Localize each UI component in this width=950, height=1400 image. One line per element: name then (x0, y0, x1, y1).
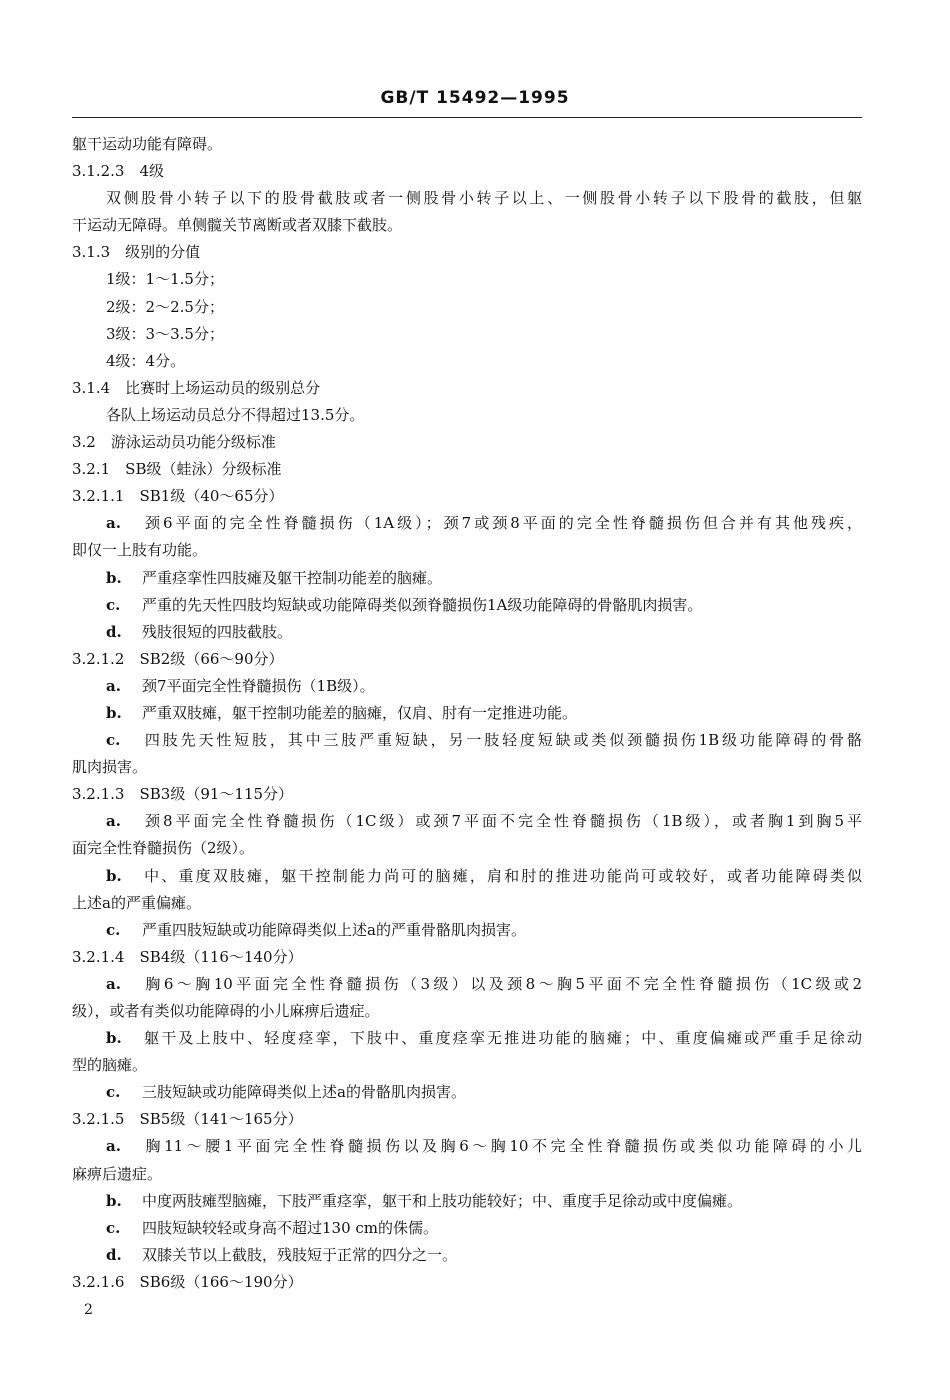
text-line (72, 700, 862, 727)
text-line (72, 266, 862, 293)
text-line (72, 1269, 862, 1296)
line-text: 型的脑瘫。 (72, 1056, 148, 1075)
text-line (72, 781, 862, 808)
line-text: 3.2.1.3 SB3级（91～115分） (72, 785, 294, 804)
text-line (72, 537, 862, 564)
item-label: d. (106, 622, 122, 641)
item-label: b. (106, 568, 122, 587)
text-line (72, 917, 862, 944)
text-line (72, 185, 862, 212)
text-line (72, 294, 862, 321)
line-text: 残肢很短的四肢截肢。 (142, 622, 293, 641)
text-line (72, 1025, 862, 1052)
line-text: 麻痹后遗症。 (72, 1164, 163, 1183)
line-text: 严重双肢瘫，躯干控制功能差的脑瘫，仅肩、肘有一定推进功能。 (142, 703, 578, 722)
line-text: 四肢短缺较轻或身高不超过130 cm的侏儒。 (142, 1218, 439, 1237)
item-label: a. (106, 676, 121, 695)
text-line (72, 1052, 862, 1079)
line-text: 双膝关节以上截肢，残肢短于正常的四分之一。 (142, 1245, 458, 1264)
line-text: 3.2.1.5 SB5级（141～165分） (72, 1110, 303, 1129)
text-line (72, 863, 862, 890)
line-text: 上述a的严重偏瘫。 (72, 893, 201, 912)
line-text: 躯干运动功能有障碍。 (72, 135, 223, 153)
line-text: 即仅一上肢有功能。 (72, 541, 208, 560)
text-line (72, 510, 862, 537)
line-text: 严重痉挛性四肢瘫及躯干控制功能差的脑瘫。 (142, 568, 443, 587)
line-text: 干运动无障碍。单侧髋关节离断或者双膝下截肢。 (72, 216, 403, 235)
item-label: c. (106, 920, 121, 939)
line-text: 2级：2～2.5分； (106, 297, 224, 316)
line-text: 颈6平面的完全性脊髓损伤（1A级）；颈7或颈8平面的完全性脊髓损伤但合并有其他残疾， (142, 514, 862, 533)
item-label: a. (106, 974, 121, 993)
text-line (72, 1079, 862, 1106)
text-line (72, 402, 862, 429)
line-text: 严重的先天性四肢均短缺或功能障碍类似颈脊髓损伤1A级功能障碍的骨骼肌肉损害。 (142, 595, 703, 614)
text-line (72, 348, 862, 375)
line-text: 面完全性脊髓损伤（2级）。 (72, 839, 255, 858)
line-text: 3级：3～3.5分； (106, 324, 224, 343)
text-line (72, 754, 862, 781)
line-text: 各队上场运动员总分不得超过13.5分。 (106, 405, 365, 424)
text-line (72, 456, 862, 483)
text-line (72, 1215, 862, 1242)
text-line (72, 375, 862, 402)
text-line (72, 646, 862, 673)
text-line (72, 158, 862, 185)
text-line (72, 835, 862, 862)
item-label: b. (106, 866, 122, 885)
line-text: 胸6～胸10平面完全性脊髓损伤（3级）以及颈8～胸5平面不完全性脊髓损伤（1C级或2 (142, 974, 862, 993)
line-text: 肌肉损害。 (72, 758, 148, 777)
text-line (72, 212, 862, 239)
item-label: c. (106, 1218, 121, 1237)
page-number: 2 (84, 1302, 93, 1318)
text-line (72, 565, 862, 592)
text-line (72, 944, 862, 971)
line-text: 3.1.4 比赛时上场运动员的级别总分 (72, 378, 321, 397)
line-text: 颈7平面完全性脊髓损伤（1B级）。 (142, 676, 375, 695)
line-text: 三肢短缺或功能障碍类似上述a的骨骼肌肉损害。 (142, 1083, 466, 1102)
text-line (72, 998, 862, 1025)
text-line (72, 971, 862, 998)
text-line (72, 1242, 862, 1269)
line-text: 四肢先天性短肢，其中三肢严重短缺，另一肢轻度短缺或类似颈髓损伤1B级功能障碍的骨骼 (142, 731, 862, 750)
line-text: 双侧股骨小转子以下的股骨截肢或者一侧股骨小转子以上、一侧股骨小转子以下股骨的截肢，但躯 (106, 189, 862, 208)
item-label: c. (106, 595, 121, 614)
header-rule (72, 117, 862, 118)
text-line (72, 673, 862, 700)
text-line (72, 1188, 862, 1215)
item-label: a. (106, 812, 121, 831)
line-text: 3.2.1.6 SB6级（166～190分） (72, 1272, 303, 1291)
text-line (72, 619, 862, 646)
item-label: b. (106, 703, 122, 722)
item-label: b. (106, 1029, 122, 1048)
line-text: 3.2.1.4 SB4级（116～140分） (72, 947, 303, 966)
item-label: c. (106, 731, 121, 750)
text-line (72, 131, 862, 158)
line-text: 3.2.1.1 SB1级（40～65分） (72, 487, 284, 506)
page-header-standard-number: GB/T 15492—1995 (380, 88, 570, 108)
item-label: a. (106, 514, 121, 533)
line-text: 4级：4分。 (106, 351, 186, 370)
text-line (72, 808, 862, 835)
line-text: 严重四肢短缺或功能障碍类似上述a的严重骨骼肌肉损害。 (142, 920, 526, 939)
text-line (72, 429, 862, 456)
item-label: c. (106, 1083, 121, 1102)
line-text: 3.2 游泳运动员功能分级标准 (72, 433, 276, 452)
line-text: 躯干及上肢中、轻度痉挛，下肢中、重度痉挛无推进功能的脑瘫；中、重度偏瘫或严重手足徐动 (142, 1029, 862, 1048)
line-text: 3.2.1 SB级（蛙泳）分级标准 (72, 460, 282, 479)
text-line (72, 727, 862, 754)
text-line (72, 321, 862, 348)
line-text: 胸11～腰1平面完全性脊髓损伤以及胸6～胸10不完全性脊髓损伤或类似功能障碍的小儿 (142, 1137, 862, 1156)
text-line (72, 1161, 862, 1188)
text-line (72, 239, 862, 266)
line-text: 3.1.3 级别的分值 (72, 243, 201, 262)
line-text: 1级：1～1.5分； (106, 270, 224, 289)
line-text: 中度两肢瘫型脑瘫，下肢严重痉挛，躯干和上肢功能较好；中、重度手足徐动或中度偏瘫。 (142, 1191, 743, 1210)
line-text: 级），或者有类似功能障碍的小儿麻痹后遗症。 (72, 1002, 380, 1020)
item-label: d. (106, 1245, 122, 1264)
text-line (72, 483, 862, 510)
item-label: a. (106, 1137, 121, 1156)
line-text: 3.2.1.2 SB2级（66～90分） (72, 649, 284, 668)
document-body (72, 131, 862, 1296)
line-text: 3.1.2.3 4级 (72, 162, 165, 181)
text-line (72, 592, 862, 619)
text-line (72, 1106, 862, 1133)
item-label: b. (106, 1191, 122, 1210)
text-line (72, 890, 862, 917)
text-line (72, 1133, 862, 1160)
line-text: 颈8平面完全性脊髓损伤（1C级）或颈7平面不完全性脊髓损伤（1B级），或者胸1到胸5平 (142, 812, 862, 831)
line-text: 中、重度双肢瘫，躯干控制能力尚可的脑瘫，肩和肘的推进功能尚可或较好，或者功能障碍类似 (142, 866, 862, 885)
